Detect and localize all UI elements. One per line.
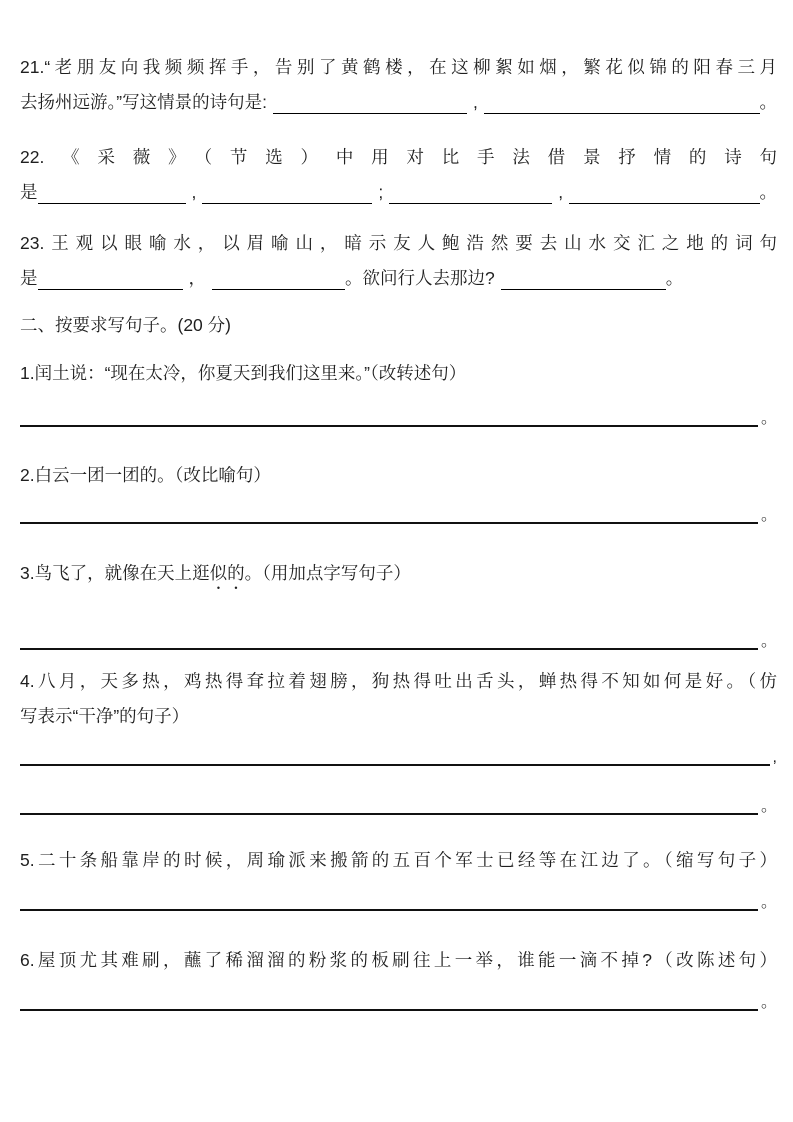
answer-line-q1[interactable] — [20, 407, 777, 427]
question-21-line2 — [20, 85, 777, 120]
question-3-pre: 3.鸟飞了，就像在天上逛 — [20, 563, 210, 583]
q4-end-punct: 。 — [760, 798, 777, 815]
q21-end-punct: 。 — [759, 92, 777, 112]
answer-line-q4-1[interactable] — [20, 746, 777, 766]
question-1-text: 1.闰土说：“现在太冷，你夏天到我们这里来。”（改转述句） — [20, 363, 467, 383]
q21-separator-comma: , — [472, 92, 478, 112]
q6-end-punct: 。 — [760, 994, 777, 1011]
q22-separator-semicolon: ; — [378, 182, 384, 202]
answer-blank-q23-1[interactable] — [38, 289, 183, 290]
answer-blank-q21-2[interactable] — [484, 113, 760, 114]
question-4-line2: 写表示“干净”的句子） — [20, 706, 190, 726]
question-22 — [20, 140, 777, 210]
q1-end-punct: 。 — [760, 410, 777, 427]
answer-rule-q1[interactable] — [20, 425, 758, 427]
answer-line-q6[interactable] — [20, 991, 777, 1011]
question-4-line1: 4.八月，天多热，鸡热得耷拉着翅膀，狗热得吐出舌头，蝉热得不知如何是好。（仿 — [20, 671, 777, 691]
question-23 — [20, 226, 777, 296]
question-3-text — [20, 556, 777, 593]
section-2-heading: 二、按要求写句子。(20 分) — [20, 315, 231, 335]
answer-blank-q23-3[interactable] — [501, 289, 666, 290]
answer-blank-q22-3[interactable] — [389, 203, 552, 204]
question-23-line2 — [20, 261, 777, 296]
question-22-line1: 22.《采薇》（节选）中用对比手法借景抒情的诗句 — [20, 147, 777, 167]
question-21-line1: 21.“老朋友向我频频挥手，告别了黄鹤楼，在这柳絮如烟，繁花似锦的阳春三月 — [20, 57, 777, 77]
q5-end-punct: 。 — [760, 894, 777, 911]
question-5-text: 5.二十条船靠岸的时候，周瑜派来搬箭的五百个军士已经等在江边了。（缩写句子） — [20, 850, 777, 870]
answer-blank-q22-2[interactable] — [202, 203, 372, 204]
q22-separator-comma2: , — [558, 182, 564, 202]
answer-rule-q6[interactable] — [20, 1009, 758, 1011]
question-23-mid-text: 。欲问行人去那边? — [345, 268, 495, 288]
q23-end-punct: 。 — [665, 268, 684, 288]
answer-blank-q22-4[interactable] — [569, 203, 759, 204]
question-2-text: 2.白云一团一团的。（改比喻句） — [20, 465, 271, 485]
question-3-dotted-chars: 似的 — [209, 563, 245, 583]
question-21 — [20, 50, 777, 120]
answer-line-q3[interactable] — [20, 630, 777, 650]
q23-separator-comma: ， — [188, 268, 206, 288]
question-23-line2-text: 是 — [20, 268, 38, 288]
answer-rule-q5[interactable] — [20, 909, 758, 911]
answer-blank-q21-1[interactable] — [273, 113, 467, 114]
question-3-post: 。（用加点字写句子） — [244, 563, 411, 583]
q3-end-punct: 。 — [760, 633, 777, 650]
q22-end-punct: 。 — [759, 182, 777, 202]
answer-blank-q23-2[interactable] — [212, 289, 345, 290]
question-4-text — [20, 664, 777, 734]
answer-rule-q2[interactable] — [20, 522, 758, 524]
question-22-line2 — [20, 175, 777, 210]
answer-rule-q4-1[interactable] — [20, 764, 770, 766]
question-21-line2-text: 去扬州远游。”写这情景的诗句是: — [20, 92, 267, 112]
answer-blank-q22-1[interactable] — [38, 203, 186, 204]
question-6-text: 6.屋顶尤其难刷，蘸了稀溜溜的粉浆的板刷往上一举，谁能一滴不掉?（改陈述句） — [20, 950, 777, 970]
q2-end-punct: 。 — [760, 507, 777, 524]
question-23-line1: 23.王观以眼喻水，以眉喻山，暗示友人鲍浩然要去山水交汇之地的词句 — [20, 233, 777, 253]
question-22-line2-text: 是 — [20, 182, 38, 202]
q4-separator-comma: , — [772, 749, 777, 766]
answer-line-q5[interactable] — [20, 891, 777, 911]
answer-line-q2[interactable] — [20, 504, 777, 524]
q22-separator-comma1: , — [191, 182, 197, 202]
answer-rule-q4-2[interactable] — [20, 813, 758, 815]
answer-rule-q3[interactable] — [20, 648, 758, 650]
answer-line-q4-2[interactable] — [20, 795, 777, 815]
